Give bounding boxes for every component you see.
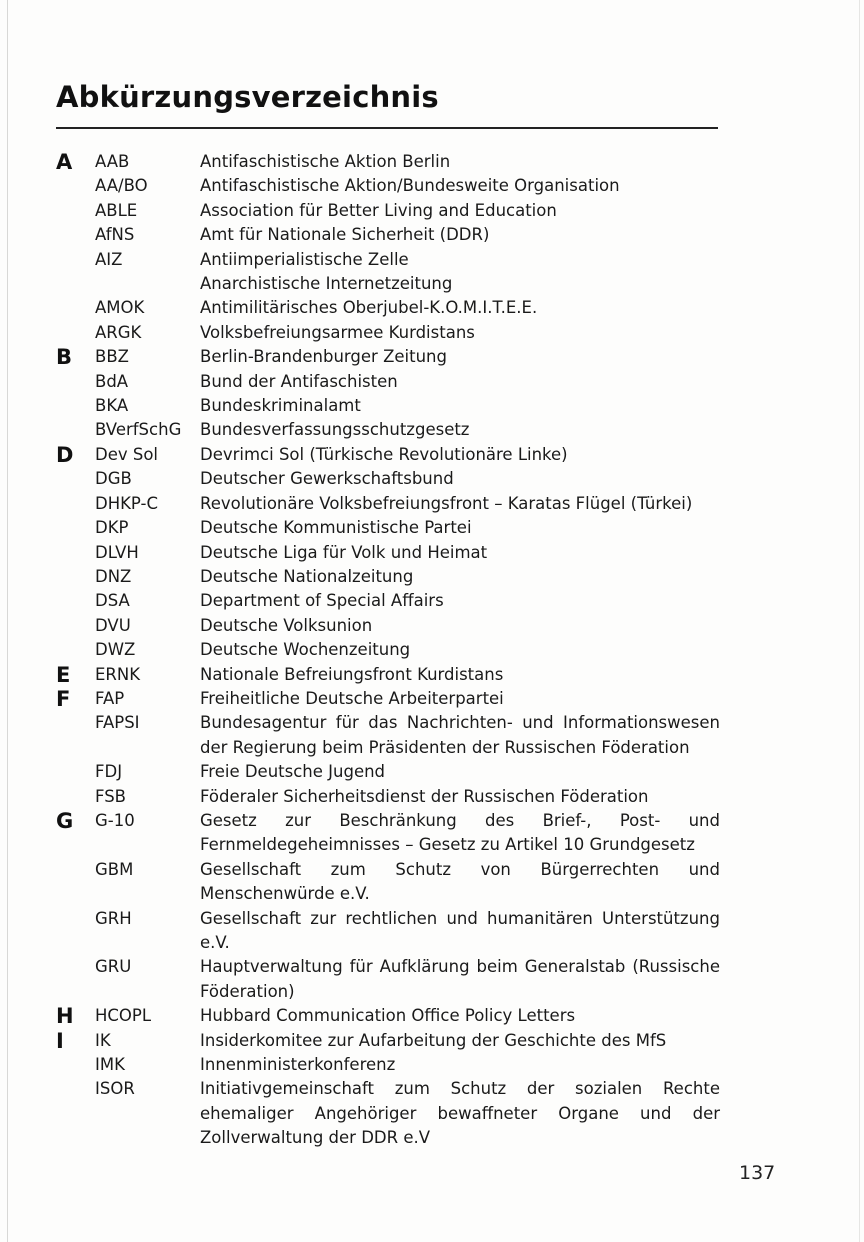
abbreviation: Dev Sol [95, 444, 159, 464]
abbreviation: DHKP-C [95, 493, 158, 513]
abbreviation: ERNK [95, 664, 141, 684]
abbreviation-entry [56, 296, 720, 320]
abbreviation-entry [56, 492, 720, 516]
title-rule [56, 127, 718, 129]
abbreviation-entry [56, 443, 720, 467]
abbreviation-entry [56, 589, 720, 613]
section-letter: B [56, 345, 73, 370]
abbreviation-description: Gesellschaft zum Schutz von Bürgerrechten und Menschenwürde e.V. [200, 859, 720, 904]
abbreviation-entry [56, 711, 720, 760]
abbreviation-entry [56, 614, 720, 638]
abbreviation: ISOR [95, 1079, 135, 1099]
abbreviation-description: Amt für Nationale Sicherheit (DDR) [200, 225, 490, 245]
abbreviation-entry [56, 248, 720, 272]
abbreviation-description: Bundeskriminalamt [200, 396, 361, 416]
abbreviation: G-10 [95, 810, 135, 830]
abbreviation-description: Deutsche Kommunistische Partei [200, 518, 472, 538]
abbreviation-entry [56, 907, 720, 956]
abbreviation-entry [56, 1053, 720, 1077]
abbreviation-description: Bundesverfassungsschutzgesetz [200, 420, 470, 440]
abbreviation: GRU [95, 957, 132, 977]
abbreviation: AA/BO [95, 176, 148, 196]
abbreviation-list [56, 150, 720, 1151]
section-letter: G [56, 808, 74, 833]
section-letter: H [56, 1004, 74, 1029]
abbreviation: FAPSI [95, 713, 140, 733]
abbreviation-entry [56, 1077, 720, 1150]
abbreviation-entry [56, 418, 720, 442]
abbreviation: IK [95, 1030, 111, 1050]
abbreviation-description: Revolutionäre Volksbefreiungsfront – Karatas Flügel (Türkei) [200, 493, 693, 513]
abbreviation: BKA [95, 396, 129, 416]
abbreviation-description: Berlin-Brandenburger Zeitung [200, 347, 447, 367]
abbreviation: DNZ [95, 566, 132, 586]
abbreviation-entry [56, 687, 720, 711]
abbreviation-description: Association für Better Living and Education [200, 200, 557, 220]
abbreviation-entry [56, 785, 720, 809]
abbreviation: DWZ [95, 640, 136, 660]
abbreviation: BdA [95, 371, 129, 391]
page-title: Abkürzungsverzeichnis [56, 80, 439, 114]
abbreviation-description: Bundesagentur für das Nachrichten- und Informationswesen der Regierung beim Präsidenten der Russischen Föderation [200, 713, 720, 757]
abbreviation-entry [56, 1004, 720, 1028]
abbreviation: FDJ [95, 762, 123, 782]
abbreviation-description: Freie Deutsche Jugend [200, 762, 386, 782]
abbreviation-entry [56, 565, 720, 589]
section-letter: A [56, 150, 73, 174]
abbreviation-description: Hauptverwaltung für Aufklärung beim Generalstab (Russische Föderation) [200, 957, 720, 1001]
abbreviation-description: Gesetz zur Beschränkung des Brief-, Post- und Fernmeldegeheimnisses – Gesetz zu Artikel 10 Grundgesetz [200, 810, 720, 855]
abbreviation-entry [56, 516, 720, 540]
page-number: 137 [739, 1162, 776, 1184]
abbreviation: GBM [95, 859, 134, 879]
abbreviation-description: Department of Special Affairs [200, 591, 444, 611]
abbreviation: FAP [95, 688, 125, 708]
abbreviation: DSA [95, 591, 130, 611]
abbreviation-description: Antimilitärisches Oberjubel-K.O.M.I.T.E.E. [200, 298, 538, 318]
abbreviation-description: Deutsche Liga für Volk und Heimat [200, 542, 488, 562]
abbreviation-entry [56, 345, 720, 369]
abbreviation-entry [56, 638, 720, 662]
abbreviation-entry [56, 174, 720, 198]
abbreviation: AAB [95, 152, 130, 171]
abbreviation-entry [56, 199, 720, 223]
page-edge-left [7, 0, 8, 1242]
abbreviation-description: Insiderkomitee zur Aufarbeitung der Geschichte des MfS [200, 1030, 667, 1050]
abbreviation-description: Antiimperialistische Zelle [200, 249, 409, 269]
abbreviation-description: Anarchistische Internetzeitung [200, 274, 453, 294]
abbreviation-entry [56, 370, 720, 394]
abbreviation-entry [56, 541, 720, 565]
abbreviation-entry [56, 394, 720, 418]
abbreviation: HCOPL [95, 1006, 152, 1026]
abbreviation-description: Deutsche Nationalzeitung [200, 566, 414, 586]
page-edge-right [859, 0, 860, 1242]
section-letter: F [56, 686, 71, 711]
abbreviation: DLVH [95, 542, 139, 562]
abbreviation-description: Freiheitliche Deutsche Arbeiterpartei [200, 688, 504, 708]
abbreviation-entry [56, 272, 720, 296]
section-letter: D [56, 442, 74, 467]
abbreviation-description: Gesellschaft zur rechtlichen und humanitären Unterstützung e.V. [200, 908, 720, 952]
abbreviation: AfNS [95, 225, 135, 245]
abbreviation: AIZ [95, 249, 123, 269]
abbreviation: GRH [95, 908, 132, 928]
abbreviation-description: Antifaschistische Aktion Berlin [200, 152, 451, 171]
abbreviation: ABLE [95, 200, 138, 220]
section-letter: E [56, 662, 71, 687]
abbreviation-entry [56, 1029, 720, 1053]
abbreviation-entry [56, 809, 720, 858]
abbreviation-entry [56, 663, 720, 687]
abbreviation-description: Initiativgemeinschaft zum Schutz der sozialen Rechte ehemaliger Angehöriger bewaffneter Organe und der Zollverwaltung der DDR e.V [200, 1079, 720, 1148]
abbreviation-entry [56, 760, 720, 784]
abbreviation-entry [56, 467, 720, 491]
abbreviation-description: Volksbefreiungsarmee Kurdistans [200, 322, 475, 342]
abbreviation-description: Innenministerkonferenz [200, 1055, 396, 1075]
abbreviation-description: Antifaschistische Aktion/Bundesweite Organisation [200, 176, 620, 196]
abbreviation: DVU [95, 615, 131, 635]
abbreviation: AMOK [95, 298, 145, 318]
abbreviation-description: Hubbard Communication Office Policy Letters [200, 1006, 576, 1026]
abbreviation: DKP [95, 518, 129, 538]
abbreviation: ARGK [95, 322, 142, 342]
abbreviation-description: Deutsche Volksunion [200, 615, 373, 635]
abbreviation-description: Deutsche Wochenzeitung [200, 640, 411, 660]
abbreviation: FSB [95, 786, 126, 806]
section-letter: I [56, 1028, 64, 1053]
abbreviation: IMK [95, 1055, 125, 1075]
abbreviation-entry [56, 150, 720, 174]
abbreviation-entry [56, 858, 720, 907]
abbreviation-entry [56, 321, 720, 345]
abbreviation: DGB [95, 469, 132, 489]
abbreviation: BVerfSchG [95, 420, 182, 440]
abbreviation-entry [56, 955, 720, 1004]
abbreviation-description: Nationale Befreiungsfront Kurdistans [200, 664, 504, 684]
abbreviation-description: Devrimci Sol (Türkische Revolutionäre Linke) [200, 444, 568, 464]
abbreviation-entry [56, 223, 720, 247]
abbreviation-description: Föderaler Sicherheitsdienst der Russischen Föderation [200, 786, 649, 806]
abbreviation-description: Deutscher Gewerkschaftsbund [200, 469, 454, 489]
abbreviation: BBZ [95, 347, 129, 367]
abbreviation-description: Bund der Antifaschisten [200, 371, 398, 391]
